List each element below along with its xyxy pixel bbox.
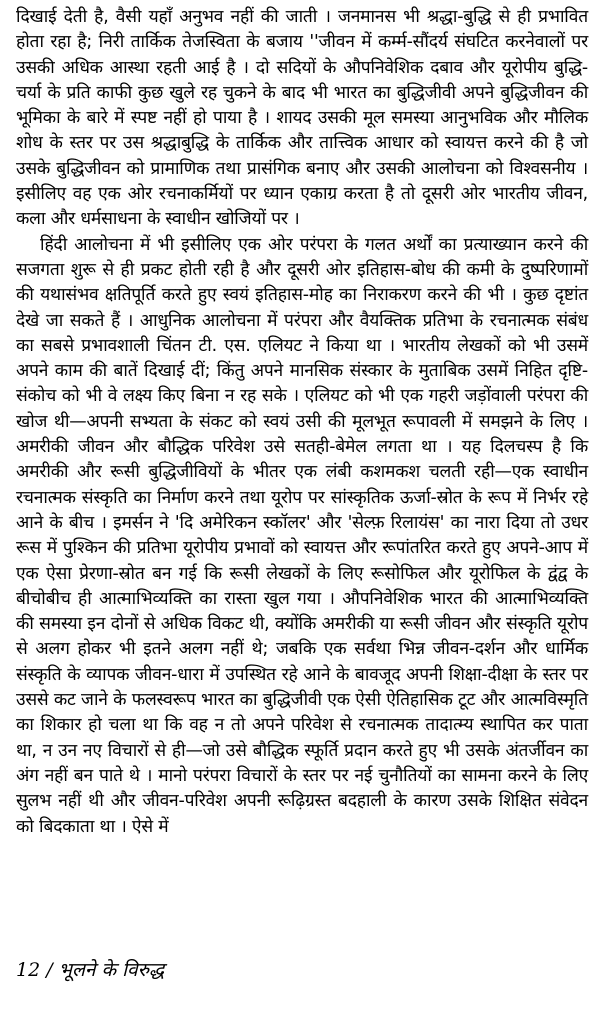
paragraph-1: दिखाई देती है, वैसी यहाँ अनुभव नहीं की जाती । जनमानस भी श्रद्धा-बुद्धि से ही प्रभावित होता रहा है; निरी तार्किक तेजस्विता के बजाय ''जीवन में कर्म्म-सौंदर्य संघटित करनेवालों पर उसकी अधिक आस्था रहती आई है । दो सदियों के औपनिवेशिक दबाव और यूरोपीय बुद्धि-चर्या के प्रति काफी कुछ खुले रह चुकने के बाद भी भारत का बुद्धिजीवी अपने बुद्धिजीवन की भूमिका के बारे में स्पष्ट नहीं हो पाया है । शायद उसकी मूल समस्या आनुभविक और मौलिक शोध के स्तर पर उस श्रद्धाबुद्धि के तार्किक और तात्त्विक आधार को स्वायत्त करने की है जो उसके बुद्धिजीवन को प्रामाणिक तथा प्रासंगिक बनाए और उसकी आलोचना को विश्वसनीय । इसीलिए वह एक ओर रचनाकर्मियों पर ध्यान एकाग्र करता है तो दूसरी ओर भारतीय जीवन, कला और धर्मसाधना के स्वाधीन खोजियों पर । [16, 7, 588, 230]
page-body-text [16, 5, 588, 840]
page-footer: 12 / भूलने के विरुद्ध [16, 959, 165, 981]
paragraph-2: हिंदी आलोचना में भी इसीलिए एक ओर परंपरा के गलत अर्थों का प्रत्याख्यान करने की सजगता शुरू से ही प्रकट होती रही है और दूसरी ओर इतिहास-बोध की कमी के दुष्परिणामों की यथासंभव क्षतिपूर्ति करते हुए स्वयं इतिहास-मोह का निराकरण करने की भी । कुछ दृष्टांत देखे जा सकते हैं । आधुनिक आलोचना में परंपरा और वैयक्तिक प्रतिभा के रचनात्मक संबंध का सबसे प्रभावशाली चिंतन टी. एस. एलियट ने किया था । भारतीय लेखकों को भी उसमें अपने काम की बातें दिखाई दीं; किंतु अपने मानसिक संस्कार के मुताबिक उसमें निहित दृष्टि-संकोच को भी वे लक्ष्य किए बिना न रह सके । एलियट को भी एक गहरी जड़ोंवाली परंपरा की खोज थी—अपनी सभ्यता के संकट को स्वयं उसी की मूलभूत रूपावली में समझने के लिए । अमरीकी जीवन और बौद्धिक परिवेश उसे सतही-बेमेल लगता था । यह दिलचस्प है कि अमरीकी और रूसी बुद्धिजीवियों के भीतर एक लंबी कशमकश चलती रही—एक स्वाधीन रचनात्मक संस्कृति का निर्माण करने तथा यूरोप पर सांस्कृतिक ऊर्जा-स्रोत के रूप में निर्भर रहे आने के बीच । इमर्सन ने 'दि अमेरिकन स्कॉलर' और 'सेल्फ़ रिलायंस' का नारा दिया तो उधर रूस में पुश्किन की प्रतिभा यूरोपीय प्रभावों को स्वायत्त और रूपांतरित करते हुए अपने-आप में एक ऐसा प्रेरणा-स्रोत बन गई कि रूसी लेखकों के लिए रूसोफिल और यूरोफिल के द्वंद्व के बीचोबीच ही आत्माभिव्यक्ति का रास्ता खुल गया । औपनिवेशिक भारत की आत्माभिव्यक्ति की समस्या इन दोनों से अधिक विकट थी, क्योंकि अमरीकी या रूसी जीवन और संस्कृति यूरोप से अलग होकर भी इतने अलग नहीं थे; जबकि एक सर्वथा भिन्न जीवन-दर्शन और धार्मिक संस्कृति के व्यापक जीवन-धारा में उपस्थित रहे आने के बावजूद अपनी शिक्षा-दीक्षा के स्तर पर उससे कट जाने के फलस्वरूप भारत का बुद्धिजीवी एक ऐसी ऐतिहासिक टूट और आत्मविस्मृति का शिकार हो चला था कि वह न तो अपने परिवेश से रचनात्मक तादात्म्य स्थापित कर पाता था, न उन नए विचारों से ही—जो उसे बौद्धिक स्फूर्ति प्रदान करते हुए भी उसके अंतर्जीवन का अंग नहीं बन पाते थे । मानो परंपरा विचारों के स्तर पर नई चुनौतियों का सामना करने के लिए सुलभ नहीं थी और जीवन-परिवेश अपनी रूढ़िग्रस्त बदहाली के कारण उसके शिक्षित संवेदन को बिदकाता था । ऐसे में [16, 234, 588, 837]
